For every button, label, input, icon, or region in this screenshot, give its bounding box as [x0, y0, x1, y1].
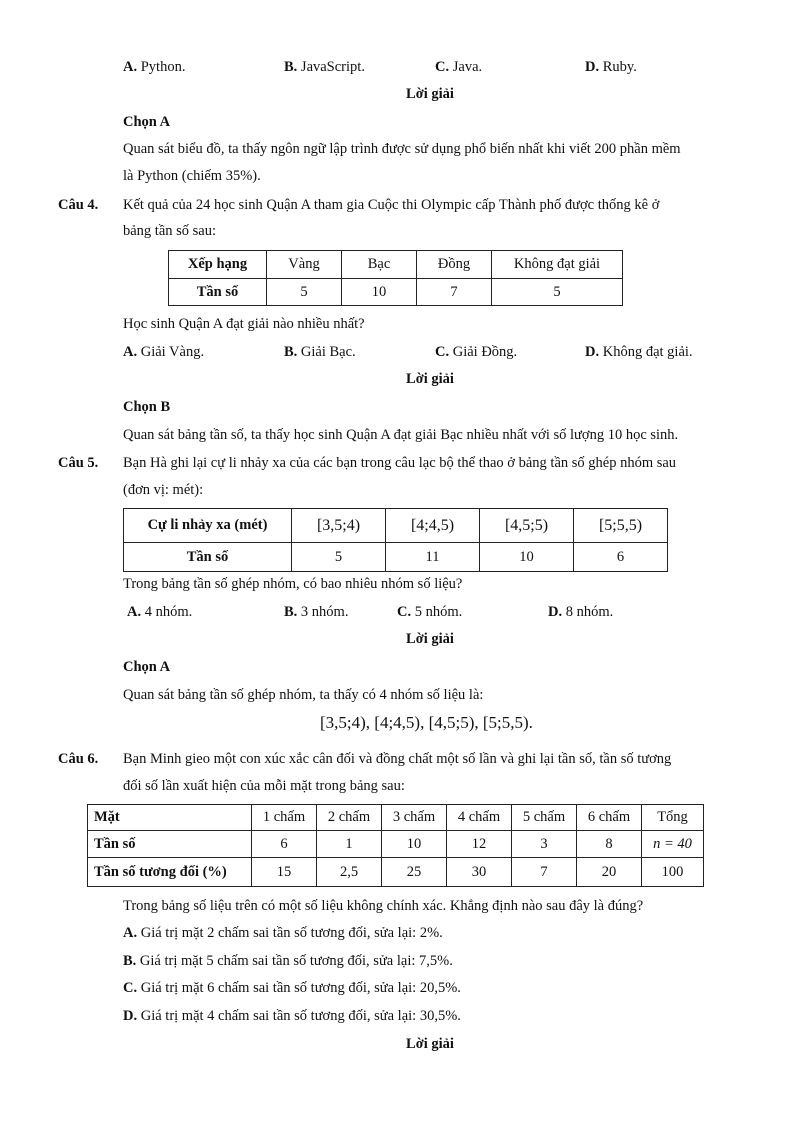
q6-stem-line1: Bạn Minh gieo một con xúc xắc cân đối và đồng chất một số lần và ghi lại tần số, tần số tương — [123, 751, 672, 767]
q5-formula: [3,5;4), [4;4,5), [4,5;5), [5;5,5). — [320, 713, 533, 732]
q4-option-c: C. Giải Đồng. — [435, 344, 518, 360]
q6-table-cell: 12 — [447, 831, 512, 858]
q6-table-cell: 7 — [512, 858, 577, 887]
q4-table-header: Xếp hạng — [169, 251, 267, 279]
q5-option-d: D. 8 nhóm. — [548, 604, 614, 620]
q5-table-header: [3,5;4) — [292, 509, 386, 543]
q6-option-c: C. Giá trị mặt 6 chấm sai tần số tương đối, sửa lại: 20,5%. — [123, 980, 461, 996]
q6-table-header: 1 chấm — [252, 805, 317, 831]
q3-option-c: C. Java. — [435, 59, 483, 75]
q5-stem-line2: (đơn vị: mét): — [123, 482, 204, 498]
q5-table-cell: 6 — [574, 543, 668, 572]
q5-question: Trong bảng tần số ghép nhóm, có bao nhiêu nhóm số liệu? — [123, 576, 463, 592]
q6-table-cell: 3 — [512, 831, 577, 858]
q6-table-cell: 10 — [382, 831, 447, 858]
q6-option-b: B. Giá trị mặt 5 chấm sai tần số tương đối, sửa lại: 7,5%. — [123, 953, 453, 969]
q4-table-header: Bạc — [342, 251, 417, 279]
q5-table-header: Cự li nhảy xa (mét) — [124, 509, 292, 543]
q6-table — [87, 804, 704, 887]
q5-label: Câu 5. — [58, 455, 99, 471]
q3-option-a: A. Python. — [123, 59, 186, 75]
q5-option-a: A. 4 nhóm. — [127, 604, 193, 620]
q6-table-header: 2 chấm — [317, 805, 382, 831]
q4-table-cell: 5 — [267, 279, 342, 306]
q4-table-cell: 7 — [417, 279, 492, 306]
q6-option-a: A. Giá trị mặt 2 chấm sai tần số tương đối, sửa lại: 2%. — [123, 925, 443, 941]
q4-stem-line1: Kết quả của 24 học sinh Quận A tham gia Cuộc thi Olympic cấp Thành phố được thống kê ở — [123, 197, 660, 213]
q5-table-cell: 5 — [292, 543, 386, 572]
q6-table-header: 5 chấm — [512, 805, 577, 831]
q6-table-cell: 8 — [577, 831, 642, 858]
q4-option-b: B. Giải Bạc. — [284, 344, 356, 360]
q4-table-header: Không đạt giải — [492, 251, 623, 279]
q4-table-cell: 5 — [492, 279, 623, 306]
q6-table-row-label: Tần số tương đối (%) — [88, 858, 252, 887]
q6-table-header: 4 chấm — [447, 805, 512, 831]
q5-option-b: B. 3 nhóm. — [284, 604, 349, 620]
q4-table-header: Đồng — [417, 251, 492, 279]
q3-option-b: B. JavaScript. — [284, 59, 365, 75]
q3-explanation-line2: là Python (chiếm 35%). — [123, 168, 261, 184]
q6-solution-heading: Lời giải — [406, 1036, 454, 1052]
q4-label: Câu 4. — [58, 197, 99, 213]
q5-table-cell: 11 — [386, 543, 480, 572]
q6-stem-line2: đối số lần xuất hiện của mỗi mặt trong bảng sau: — [123, 778, 405, 794]
q4-explanation: Quan sát bảng tần số, ta thấy học sinh Quận A đạt giải Bạc nhiều nhất với số lượng 10 học sinh. — [123, 427, 679, 443]
q5-table-row-label: Tần số — [124, 543, 292, 572]
q5-table-header: [5;5,5) — [574, 509, 668, 543]
q4-question: Học sinh Quận A đạt giải nào nhiều nhất? — [123, 316, 365, 332]
q4-choice: Chọn B — [123, 399, 171, 415]
q6-table-row-label: Tần số — [88, 831, 252, 858]
q3-option-d: D. Ruby. — [585, 59, 637, 75]
q6-question: Trong bảng số liệu trên có một số liệu không chính xác. Khẳng định nào sau đây là đúng? — [123, 898, 644, 914]
q4-option-d: D. Không đạt giải. — [585, 344, 693, 360]
q5-option-c: C. 5 nhóm. — [397, 604, 463, 620]
q5-solution-heading: Lời giải — [406, 631, 454, 647]
q4-table-row-label: Tần số — [169, 279, 267, 306]
q6-option-d: D. Giá trị mặt 4 chấm sai tần số tương đối, sửa lại: 30,5%. — [123, 1008, 461, 1024]
q4-table — [168, 250, 623, 306]
q6-table-cell: 25 — [382, 858, 447, 887]
q6-table-cell: 1 — [317, 831, 382, 858]
q5-table-cell: 10 — [480, 543, 574, 572]
q3-solution-heading: Lời giải — [406, 86, 454, 102]
q6-label: Câu 6. — [58, 751, 99, 767]
q5-table — [123, 508, 668, 572]
q5-stem-line1: Bạn Hà ghi lại cự li nhảy xa của các bạn trong câu lạc bộ thể thao ở bảng tần số ghép nhóm sau — [123, 455, 677, 471]
q3-explanation-line1: Quan sát biểu đồ, ta thấy ngôn ngữ lập trình được sử dụng phổ biến nhất khi viết 200 phần mềm — [123, 141, 681, 157]
q6-table-cell: 30 — [447, 858, 512, 887]
q6-table-cell: n = 40 — [642, 831, 704, 858]
q6-table-header: 6 chấm — [577, 805, 642, 831]
q6-table-cell: 100 — [642, 858, 704, 887]
q6-table-header: 3 chấm — [382, 805, 447, 831]
q5-table-header: [4,5;5) — [480, 509, 574, 543]
q3-choice: Chọn A — [123, 114, 171, 130]
q4-table-cell: 10 — [342, 279, 417, 306]
q6-table-cell: 15 — [252, 858, 317, 887]
q6-table-cell: 2,5 — [317, 858, 382, 887]
q5-explanation: Quan sát bảng tần số ghép nhóm, ta thấy có 4 nhóm số liệu là: — [123, 687, 484, 703]
q4-solution-heading: Lời giải — [406, 371, 454, 387]
q6-table-cell: 6 — [252, 831, 317, 858]
q4-table-header: Vàng — [267, 251, 342, 279]
q5-choice: Chọn A — [123, 659, 171, 675]
q6-table-header: Mặt — [88, 805, 252, 831]
q6-table-cell: 20 — [577, 858, 642, 887]
q5-table-header: [4;4,5) — [386, 509, 480, 543]
q6-table-header: Tổng — [642, 805, 704, 831]
q4-option-a: A. Giải Vàng. — [123, 344, 205, 360]
q4-stem-line2: bảng tần số sau: — [123, 223, 217, 239]
